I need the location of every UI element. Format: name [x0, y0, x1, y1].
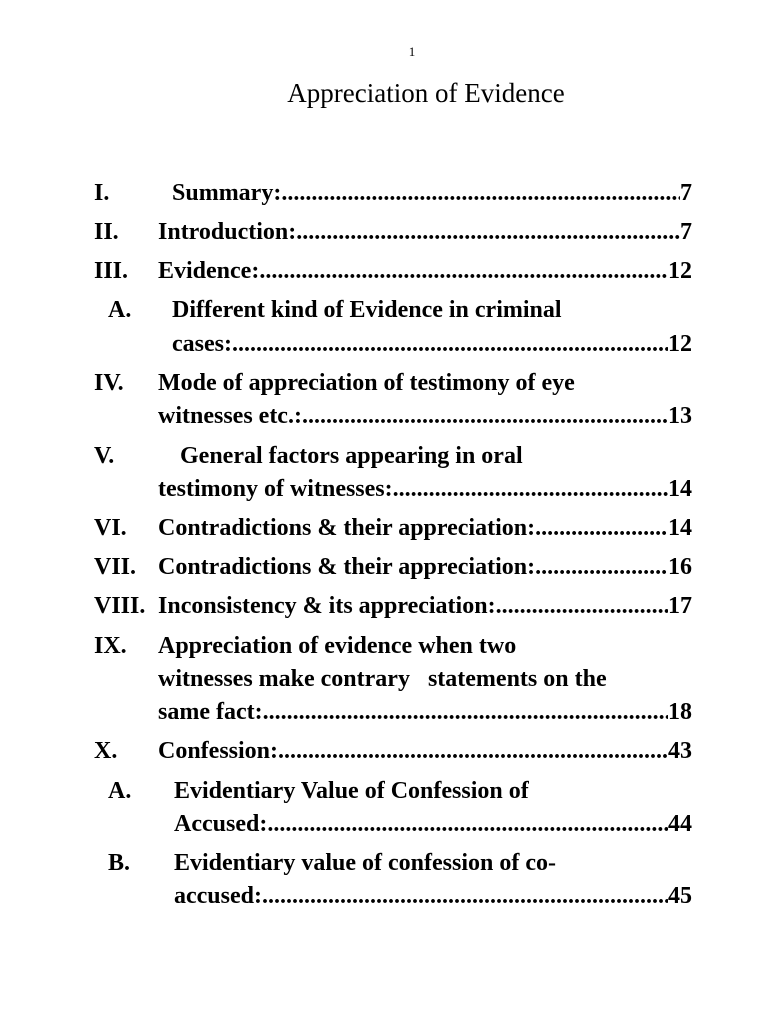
toc-row	[174, 880, 692, 913]
toc-text: Introduction:	[158, 219, 297, 245]
toc-text: Summary:	[172, 180, 282, 206]
toc-text-line: Evidentiary Value of Confession of	[174, 778, 529, 804]
toc-text-line: General factors appearing in oral	[180, 443, 523, 469]
toc-number: A.	[108, 297, 132, 323]
toc-row	[158, 216, 692, 249]
toc-number: V.	[94, 443, 115, 469]
toc-number: III.	[94, 258, 129, 284]
toc-row	[172, 177, 692, 210]
toc-row	[158, 400, 692, 433]
toc-text-line: Appreciation of evidence when two	[158, 633, 517, 659]
toc-page-number: 7	[680, 219, 692, 245]
toc-dot-leader	[267, 808, 668, 841]
toc-page-number: 43	[668, 738, 692, 764]
toc-number: A.	[108, 778, 132, 804]
toc-text-line: Mode of appreciation of testimony of eye	[158, 370, 575, 396]
toc-text: accused:	[174, 883, 262, 909]
toc-dot-leader	[535, 512, 668, 545]
toc-number: II.	[94, 219, 119, 245]
toc-page-number: 12	[668, 331, 692, 357]
page-number: 1	[408, 44, 416, 59]
toc-number: VIII.	[94, 593, 146, 619]
toc-dot-leader	[496, 590, 668, 623]
toc-row	[158, 696, 692, 729]
toc-number: X.	[94, 738, 118, 764]
toc-dot-leader	[302, 400, 668, 433]
toc-dot-leader	[262, 880, 668, 913]
toc-text: Contradictions & their appreciation:	[158, 515, 536, 541]
toc-dot-leader	[296, 216, 680, 249]
toc-number: VI.	[94, 515, 127, 541]
toc-dot-leader	[535, 551, 668, 584]
toc-page-number: 7	[680, 180, 692, 206]
toc-text-line: witnesses make contrary statements on the	[158, 666, 607, 692]
toc-text: Contradictions & their appreciation:	[158, 554, 536, 580]
toc-text: testimony of witnesses:	[158, 476, 393, 502]
toc-number: B.	[108, 850, 131, 876]
toc-text: Inconsistency & its appreciation:	[158, 593, 496, 619]
toc-text: cases:	[172, 331, 232, 357]
toc-page-number: 14	[668, 515, 692, 541]
toc-page-number: 14	[668, 476, 692, 502]
toc-row	[174, 808, 692, 841]
toc-page-number: 45	[668, 883, 692, 909]
toc-number: VII.	[94, 554, 137, 580]
toc-text-line: Evidentiary value of confession of co-	[174, 850, 556, 876]
toc-page-number: 18	[668, 699, 692, 725]
toc-row	[158, 255, 692, 288]
toc-text: Confession:	[158, 738, 279, 764]
toc-dot-leader	[259, 255, 668, 288]
toc-row	[158, 735, 692, 768]
toc-row	[158, 590, 692, 623]
toc-text: Evidence:	[158, 258, 260, 284]
document-title: Appreciation of Evidence	[287, 78, 565, 108]
toc-dot-leader	[393, 473, 668, 506]
toc-dot-leader	[281, 177, 680, 210]
toc-text: witnesses etc.:	[158, 403, 302, 429]
toc-dot-leader	[263, 696, 668, 729]
toc-text-line: Different kind of Evidence in criminal	[172, 297, 562, 323]
toc-text: Accused:	[174, 811, 268, 837]
toc-page-number: 44	[668, 811, 692, 837]
toc-dot-leader	[278, 735, 668, 768]
toc-dot-leader	[232, 328, 668, 361]
toc-row	[158, 551, 692, 584]
toc-page-number: 13	[668, 403, 692, 429]
toc-page-number: 12	[668, 258, 692, 284]
toc-page-number: 16	[668, 554, 692, 580]
toc-page-number: 17	[668, 593, 692, 619]
toc-number: I.	[94, 180, 110, 206]
toc-row	[172, 328, 692, 361]
toc-row	[158, 512, 692, 545]
toc-number: IX.	[94, 633, 127, 659]
toc-row	[158, 473, 692, 506]
toc-text: same fact:	[158, 699, 263, 725]
toc-number: IV.	[94, 370, 124, 396]
